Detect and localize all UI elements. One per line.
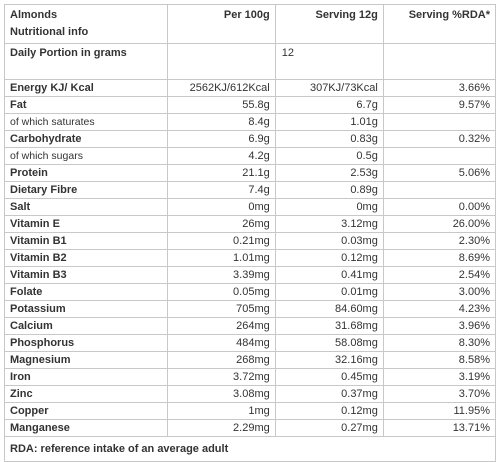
nutrient-name: Vitamin B3	[5, 267, 168, 284]
per100-value: 7.4g	[167, 182, 275, 199]
rda-value: 3.00%	[383, 284, 495, 301]
rda-value: 8.69%	[383, 250, 495, 267]
rda-value: 3.96%	[383, 318, 495, 335]
daily-portion-row	[5, 44, 496, 80]
rda-value: 3.70%	[383, 386, 495, 403]
table-row	[5, 335, 496, 352]
serving-value: 0.83g	[275, 131, 383, 148]
table-subtitle: Nutritional info	[10, 26, 89, 38]
serving-value: 84.60mg	[275, 301, 383, 318]
per100-value: 4.2g	[167, 148, 275, 165]
serving-value: 58.08mg	[275, 335, 383, 352]
nutrient-name: Phosphorus	[5, 335, 168, 352]
rda-value: 3.66%	[383, 80, 495, 97]
table-row	[5, 80, 496, 97]
table-row	[5, 131, 496, 148]
rda-value: 26.00%	[383, 216, 495, 233]
table-row	[5, 386, 496, 403]
serving-value: 0mg	[275, 199, 383, 216]
serving-header: Serving 12g	[275, 5, 383, 44]
table-row	[5, 352, 496, 369]
table-row	[5, 233, 496, 250]
nutrient-name: Copper	[5, 403, 168, 420]
footer-row	[5, 437, 496, 462]
product-name: Almonds	[10, 9, 58, 21]
serving-value: 0.12mg	[275, 403, 383, 420]
nutrient-name: Vitamin B2	[5, 250, 168, 267]
rda-value: 13.71%	[383, 420, 495, 437]
nutrition-table	[4, 4, 496, 462]
serving-value: 307KJ/73Kcal	[275, 80, 383, 97]
serving-value: 0.01mg	[275, 284, 383, 301]
rda-value: 4.23%	[383, 301, 495, 318]
table-row	[5, 199, 496, 216]
serving-value: 2.53g	[275, 165, 383, 182]
nutrient-name: Energy KJ/ Kcal	[5, 80, 168, 97]
rda-value	[383, 182, 495, 199]
nutrient-name: Carbohydrate	[5, 131, 168, 148]
rda-value	[383, 114, 495, 131]
rda-value: 5.06%	[383, 165, 495, 182]
rda-footnote: RDA: reference intake of an average adult	[5, 437, 496, 462]
rda-value: 8.58%	[383, 352, 495, 369]
per100-value: 21.1g	[167, 165, 275, 182]
nutrient-name: Zinc	[5, 386, 168, 403]
serving-value: 1.01g	[275, 114, 383, 131]
per100-value: 1.01mg	[167, 250, 275, 267]
serving-value: 31.68mg	[275, 318, 383, 335]
table-row	[5, 284, 496, 301]
rda-value: 9.57%	[383, 97, 495, 114]
nutrient-name: of which sugars	[5, 148, 168, 165]
nutrient-name: Salt	[5, 199, 168, 216]
serving-value: 0.45mg	[275, 369, 383, 386]
per100-value: 0.21mg	[167, 233, 275, 250]
rda-value: 0.32%	[383, 131, 495, 148]
nutrient-name: Vitamin E	[5, 216, 168, 233]
table-row	[5, 250, 496, 267]
nutrient-name: Folate	[5, 284, 168, 301]
table-row	[5, 114, 496, 131]
nutrient-name: Manganese	[5, 420, 168, 437]
table-row	[5, 301, 496, 318]
daily-portion-value: 12	[275, 44, 383, 80]
nutrient-name: Iron	[5, 369, 168, 386]
table-row	[5, 216, 496, 233]
per100-value: 3.72mg	[167, 369, 275, 386]
per100-value: 26mg	[167, 216, 275, 233]
table-row	[5, 182, 496, 199]
daily-portion-rda	[383, 44, 495, 80]
nutrient-name: Protein	[5, 165, 168, 182]
table-row	[5, 403, 496, 420]
serving-value: 0.03mg	[275, 233, 383, 250]
per100-value: 3.08mg	[167, 386, 275, 403]
table-row	[5, 267, 496, 284]
table-header-row	[5, 5, 496, 44]
nutrient-name: Vitamin B1	[5, 233, 168, 250]
nutrient-name: Fat	[5, 97, 168, 114]
table-row	[5, 318, 496, 335]
serving-value: 0.89g	[275, 182, 383, 199]
table-row	[5, 97, 496, 114]
serving-value: 3.12mg	[275, 216, 383, 233]
rda-value: 2.30%	[383, 233, 495, 250]
nutrition-table-container	[4, 4, 496, 462]
per100-value: 1mg	[167, 403, 275, 420]
rda-value: 0.00%	[383, 199, 495, 216]
nutrient-name: Dietary Fibre	[5, 182, 168, 199]
table-row	[5, 165, 496, 182]
per100-value: 484mg	[167, 335, 275, 352]
per100-value: 8.4g	[167, 114, 275, 131]
per100-value: 0.05mg	[167, 284, 275, 301]
nutrient-name: Magnesium	[5, 352, 168, 369]
serving-value: 0.5g	[275, 148, 383, 165]
per100-value: 268mg	[167, 352, 275, 369]
per100-value: 0mg	[167, 199, 275, 216]
per100-value: 6.9g	[167, 131, 275, 148]
serving-value: 0.41mg	[275, 267, 383, 284]
table-row	[5, 148, 496, 165]
rda-value: 3.19%	[383, 369, 495, 386]
nutrient-name: of which saturates	[5, 114, 168, 131]
per100-value: 264mg	[167, 318, 275, 335]
per100-value: 55.8g	[167, 97, 275, 114]
nutrient-name: Calcium	[5, 318, 168, 335]
rda-value: 8.30%	[383, 335, 495, 352]
product-title-cell	[5, 5, 168, 44]
rda-header: Serving %RDA*	[383, 5, 495, 44]
serving-value: 0.12mg	[275, 250, 383, 267]
table-row	[5, 369, 496, 386]
serving-value: 32.16mg	[275, 352, 383, 369]
rda-value: 11.95%	[383, 403, 495, 420]
per100-value: 2.29mg	[167, 420, 275, 437]
per100-header: Per 100g	[167, 5, 275, 44]
table-row	[5, 420, 496, 437]
serving-value: 6.7g	[275, 97, 383, 114]
serving-value: 0.37mg	[275, 386, 383, 403]
per100-value: 3.39mg	[167, 267, 275, 284]
rda-value: 2.54%	[383, 267, 495, 284]
daily-portion-per100	[167, 44, 275, 80]
daily-portion-label: Daily Portion in grams	[5, 44, 168, 80]
per100-value: 705mg	[167, 301, 275, 318]
per100-value: 2562KJ/612Kcal	[167, 80, 275, 97]
nutrient-name: Potassium	[5, 301, 168, 318]
rda-value	[383, 148, 495, 165]
serving-value: 0.27mg	[275, 420, 383, 437]
